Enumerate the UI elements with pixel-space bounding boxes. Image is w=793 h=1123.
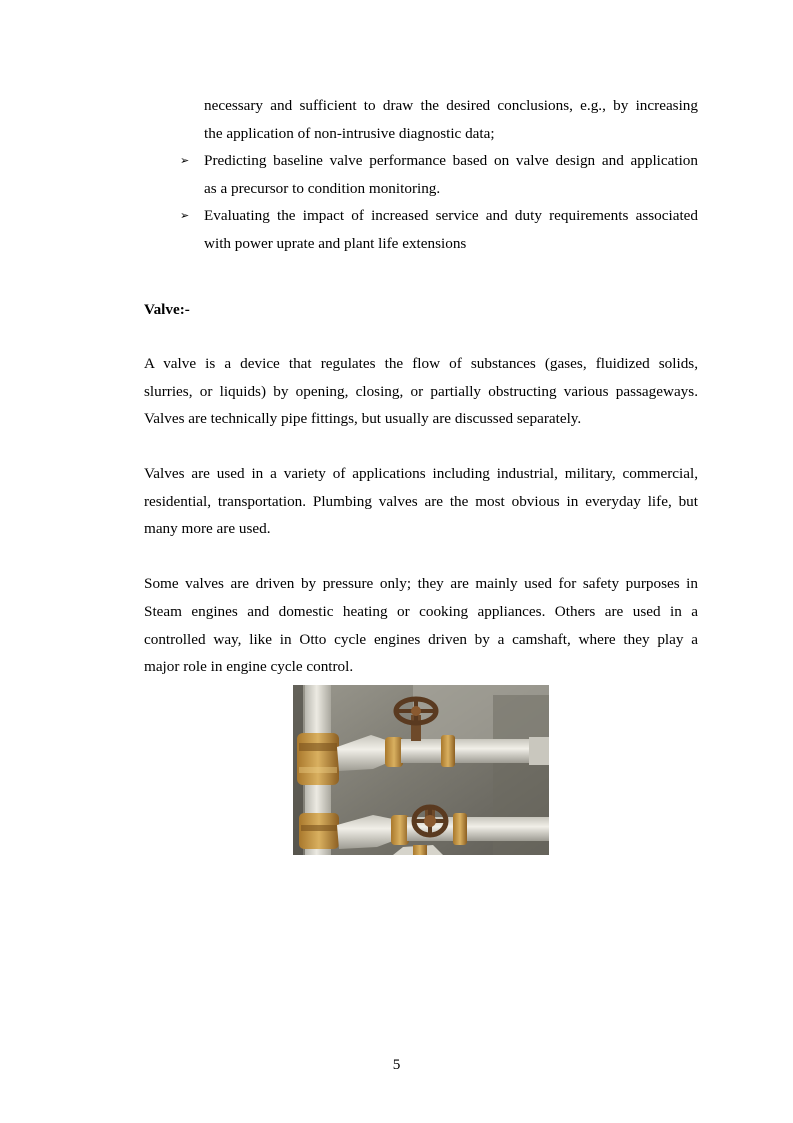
section-heading: Valve:- — [144, 301, 190, 318]
paragraph-3-line-1: Some valves are driven by pressure only; they are mainly used for safety purposes in — [144, 575, 698, 592]
paragraph-1-line-3: Valves are technically pipe fittings, but usually are discussed separately. — [144, 410, 582, 427]
paragraph-1-line-2: slurries, or liquids) by opening, closing, or partially obstructing various passageways. — [144, 383, 698, 400]
arrow-bullet-icon: ➢ — [180, 209, 190, 222]
continuation-line-1: necessary and sufficient to draw the desired conclusions, e.g., by increasing — [204, 97, 698, 114]
paragraph-2-line-1: Valves are used in a variety of applications including industrial, military, commercial, — [144, 465, 698, 482]
valve-photo — [293, 685, 549, 855]
arrow-bullet-icon: ➢ — [180, 154, 190, 167]
bullet-2-line-1: Evaluating the impact of increased service and duty requirements associated — [204, 207, 698, 224]
page-number: 5 — [392, 1056, 401, 1073]
bullet-2-line-2: with power uprate and plant life extensions — [204, 235, 467, 252]
bullet-1-line-1: Predicting baseline valve performance based on valve design and application — [204, 152, 698, 169]
paragraph-2-line-3: many more are used. — [144, 520, 271, 537]
paragraph-3-line-3: controlled way, like in Otto cycle engines driven by a camshaft, where they play a — [144, 631, 698, 648]
paragraph-1-line-1: A valve is a device that regulates the flow of substances (gases, fluidized solids, — [144, 355, 698, 372]
paragraph-2-line-2: residential, transportation. Plumbing valves are the most obvious in everyday life, but — [144, 493, 698, 510]
paragraph-3-line-2: Steam engines and domestic heating or cooking appliances. Others are used in a — [144, 603, 698, 620]
paragraph-3-line-4: major role in engine cycle control. — [144, 658, 354, 675]
bullet-1-line-2: as a precursor to condition monitoring. — [204, 180, 441, 197]
continuation-line-2: the application of non-intrusive diagnostic data; — [204, 125, 495, 142]
